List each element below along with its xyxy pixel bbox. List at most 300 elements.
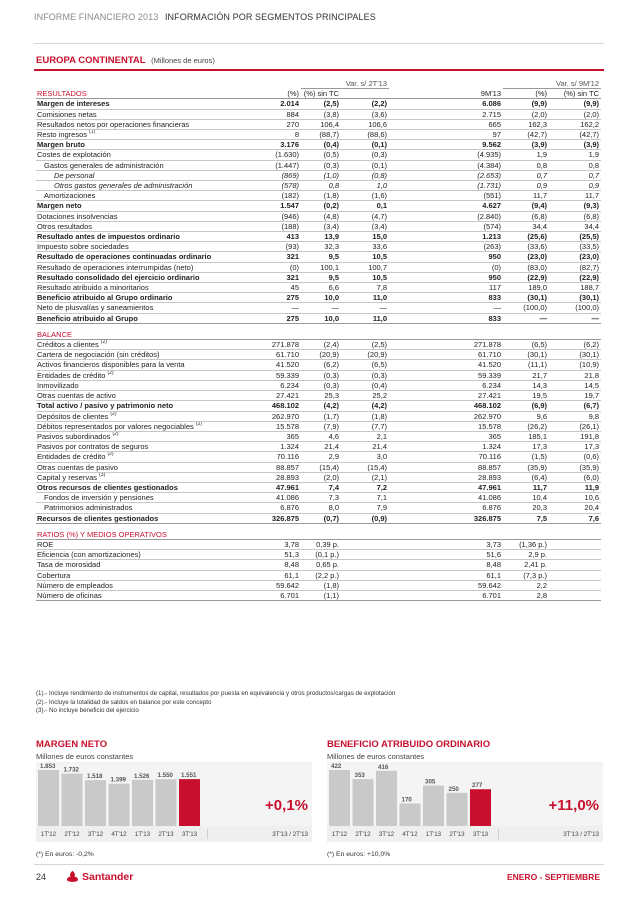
table-cell: (23,0): [503, 252, 549, 262]
table-cell: 0,65 p.: [301, 560, 341, 570]
column-header: (%): [248, 89, 301, 99]
column-group-9m12: Var. s/ 9M'12: [503, 79, 601, 89]
row-label: [36, 211, 248, 221]
table-cell: [341, 539, 389, 549]
row-label-text: Créditos a clientes: [37, 340, 99, 350]
santander-flame-icon: [66, 870, 79, 883]
table-cell: (0,4): [301, 140, 341, 150]
table-row: [36, 109, 601, 119]
table-cell: 11,0: [341, 293, 389, 303]
table-cell: 10,6: [549, 493, 601, 503]
table-cell: (6,7): [549, 401, 601, 411]
table-cell: (1.447): [248, 160, 301, 170]
table-cell: 6.234: [248, 380, 301, 390]
table-cell: 106,6: [341, 119, 389, 129]
chart-category-label: 1T'13: [425, 831, 442, 838]
table-cell: (2,4): [301, 340, 341, 350]
table-cell: 10,4: [503, 493, 549, 503]
table-row: [36, 221, 601, 231]
table-cell: (1,0): [301, 170, 341, 180]
row-label: [36, 472, 248, 482]
table-cell: 0,7: [549, 170, 601, 180]
table-cell: (9,3): [549, 201, 601, 211]
table-row: [36, 283, 601, 293]
row-label-text: Margen de intereses: [37, 99, 110, 109]
table-cell: (578): [248, 181, 301, 191]
table-cell: (42,7): [503, 130, 549, 140]
table-cell: (2,0): [301, 472, 341, 482]
row-label: [36, 401, 248, 411]
table-cell: (1,6): [341, 191, 389, 201]
table-cell: 1.213: [389, 232, 503, 242]
table-cell: 468.102: [248, 401, 301, 411]
table-cell: (0,7): [301, 513, 341, 523]
table-cell: 41.520: [389, 360, 503, 370]
row-label-text: Recursos de clientes gestionados: [37, 513, 159, 523]
table-row: [36, 401, 601, 411]
table-cell: 2,9: [301, 452, 341, 462]
chart-bar: [447, 793, 468, 826]
footnote-ref: (2): [100, 339, 107, 346]
chart-category-label: 4T'12: [111, 831, 127, 838]
footnote-ref: (2): [112, 431, 119, 437]
chart-highlight-value: +11,0%: [548, 797, 599, 814]
row-label-text: Otros gastos generales de administración: [54, 181, 193, 191]
table-cell: 1.324: [389, 442, 503, 452]
table-cell: (551): [389, 191, 503, 201]
table-row: [36, 150, 601, 160]
table-cell: (6,5): [341, 360, 389, 370]
table-cell: 1,9: [503, 150, 549, 160]
table-cell: 270: [248, 119, 301, 129]
table-cell: 97: [389, 130, 503, 140]
row-label-text: De personal: [54, 170, 95, 180]
row-label: [36, 252, 248, 262]
table-cell: 11,7: [549, 191, 601, 201]
table-cell: 1.547: [248, 201, 301, 211]
table-cell: (3,4): [301, 221, 341, 231]
table-cell: 162,2: [549, 119, 601, 129]
table-cell: 6.701: [389, 590, 503, 600]
table-cell: 20,4: [549, 503, 601, 513]
table-cell: 188,7: [549, 283, 601, 293]
table-row: [36, 421, 601, 431]
table-row: [36, 482, 601, 492]
table-cell: [341, 550, 389, 560]
row-label: [36, 262, 248, 272]
table-cell: 11,0: [341, 313, 389, 323]
table-cell: 2,8: [503, 590, 549, 600]
chart-category-label: 4T'12: [402, 831, 418, 838]
row-label: [36, 452, 248, 462]
table-cell: 3,78: [248, 539, 301, 549]
chart-margen-neto: [36, 762, 312, 842]
table-cell: 61.710: [248, 350, 301, 360]
table-cell: (35,9): [503, 462, 549, 472]
table-cell: (11,1): [503, 360, 549, 370]
table-cell: 34,4: [503, 221, 549, 231]
table-cell: (35,9): [549, 462, 601, 472]
table-cell: 271.878: [248, 340, 301, 350]
row-label-text: Beneficio atribuido al Grupo ordinario: [37, 293, 173, 303]
row-label: [36, 411, 248, 421]
table-cell: (1,8): [301, 191, 341, 201]
table-cell: —: [549, 313, 601, 323]
table-cell: 100,7: [341, 262, 389, 272]
table-row: [36, 313, 601, 323]
chart-bar: [423, 786, 444, 826]
table-cell: 321: [248, 252, 301, 262]
row-label-text: Fondos de inversión y pensiones: [44, 493, 154, 503]
row-label-text: Eficiencia (con amortizaciones): [37, 550, 141, 560]
table-cell: 25,3: [301, 391, 341, 401]
table-cell: 59.642: [248, 580, 301, 590]
table-cell: (1.630): [248, 150, 301, 160]
row-label-text: ROE: [37, 539, 54, 549]
segment-title: [36, 55, 215, 66]
chart-bar: [85, 780, 106, 826]
table-cell: (4.384): [389, 160, 503, 170]
table-cell: (3,4): [341, 221, 389, 231]
table-cell: 61,1: [248, 570, 301, 580]
row-label-text: Otras cuentas de pasivo: [37, 462, 118, 472]
table-cell: (83,0): [503, 262, 549, 272]
table-cell: 6.701: [248, 590, 301, 600]
table-cell: (30,1): [503, 350, 549, 360]
table-cell: 0,8: [549, 160, 601, 170]
table-cell: 61.710: [389, 350, 503, 360]
table-row: [36, 262, 601, 272]
table-row: [36, 99, 601, 109]
table-row: [36, 293, 601, 303]
table-row: [36, 360, 601, 370]
table-row: [36, 252, 601, 262]
table-cell: 6.234: [389, 380, 503, 390]
table-cell: 27.421: [389, 391, 503, 401]
chart-beneficio-title: BENEFICIO ATRIBUIDO ORDINARIO: [327, 739, 491, 750]
table-cell: [549, 550, 601, 560]
brand-name: Santander: [82, 871, 134, 883]
table-cell: (26,1): [549, 421, 601, 431]
table-cell: 191,8: [549, 431, 601, 441]
segment-unit: (Millones de euros): [151, 56, 215, 65]
row-label-text: Margen bruto: [37, 140, 85, 150]
table-cell: (23,0): [549, 252, 601, 262]
table-cell: 28.893: [389, 472, 503, 482]
table-cell: 21,4: [341, 442, 389, 452]
chart-bar: [38, 770, 59, 826]
footnotes: [36, 690, 395, 716]
table-cell: 15.578: [248, 421, 301, 431]
financial-table-body: [36, 79, 601, 601]
row-label-text: Costes de explotación: [37, 150, 111, 160]
table-cell: (15,4): [301, 462, 341, 472]
chart-value-label: 170: [401, 796, 412, 804]
table-cell: (0,2): [301, 201, 341, 211]
table-cell: 0,9: [503, 181, 549, 191]
table-cell: (7,9): [301, 421, 341, 431]
table-cell: [549, 590, 601, 600]
table-cell: 25,2: [341, 391, 389, 401]
chart-bar: [376, 771, 397, 826]
table-cell: 0,1: [341, 201, 389, 211]
table-cell: (6,9): [503, 401, 549, 411]
table-cell: (6,4): [503, 472, 549, 482]
table-cell: 47.961: [248, 482, 301, 492]
row-label: [36, 350, 248, 360]
table-row: [36, 452, 601, 462]
chart-bar: [62, 774, 83, 826]
row-label-text: Otros recursos de clientes gestionados: [37, 482, 178, 492]
table-cell: (6,8): [549, 211, 601, 221]
table-cell: 100,1: [301, 262, 341, 272]
row-label-text: Depósitos de clientes: [37, 411, 109, 421]
row-label-text: Comisiones netas: [37, 109, 97, 119]
row-label: [36, 313, 248, 323]
table-cell: 326.875: [389, 513, 503, 523]
column-header: (%): [503, 89, 549, 99]
chart-value-label: 1.399: [110, 776, 126, 784]
table-cell: 14,5: [549, 380, 601, 390]
row-label: [36, 421, 248, 431]
chart-category-label: 3T'13: [181, 831, 198, 838]
table-cell: (0,1): [341, 140, 389, 150]
column-group-2t13: Var. s/ 2T'13: [301, 79, 389, 89]
row-label-text: Patrimonios administrados: [44, 503, 133, 513]
row-label-text: Inmovilizado: [37, 380, 79, 390]
table-cell: (0): [389, 262, 503, 272]
table-cell: 275: [248, 313, 301, 323]
table-row: [36, 272, 601, 282]
table-cell: 41.086: [389, 493, 503, 503]
row-label-text: Neto de plusvalías y saneamientos: [37, 303, 154, 313]
row-label-text: Total activo / pasivo y patrimonio neto: [37, 401, 174, 411]
row-label: [36, 99, 248, 109]
table-cell: 10,0: [301, 293, 341, 303]
table-cell: (188): [248, 221, 301, 231]
table-cell: 3.176: [248, 140, 301, 150]
table-cell: 70.116: [248, 452, 301, 462]
row-label: [36, 242, 248, 252]
table-cell: 27.421: [248, 391, 301, 401]
table-cell: (0,9): [341, 513, 389, 523]
chart-category-label: 2T'12: [64, 831, 80, 838]
table-cell: 11,7: [503, 191, 549, 201]
chart-value-label: 277: [472, 782, 483, 790]
table-cell: 8: [248, 130, 301, 140]
table-cell: (33,6): [503, 242, 549, 252]
row-label-text: Cartera de negociación (sin créditos): [37, 350, 160, 360]
row-label: [36, 221, 248, 231]
table-cell: (1,8): [341, 411, 389, 421]
footer-divider: [34, 864, 604, 865]
table-cell: (25,6): [503, 232, 549, 242]
row-label-text: Dotaciones insolvencias: [37, 211, 118, 221]
table-cell: 665: [389, 119, 503, 129]
table-cell: (88,6): [341, 130, 389, 140]
table-cell: —: [248, 303, 301, 313]
table-cell: 7,4: [301, 482, 341, 492]
table-row: [36, 411, 601, 421]
row-label: [36, 140, 248, 150]
chart-category-label: 2T'13: [158, 831, 174, 838]
row-label: [36, 109, 248, 119]
section-heading: BALANCE: [36, 330, 248, 340]
row-label: [36, 170, 248, 180]
row-label-text: Tasa de morosidad: [37, 560, 101, 570]
table-cell: (3,6): [341, 109, 389, 119]
table-cell: 2,41 p.: [503, 560, 549, 570]
table-cell: 468.102: [389, 401, 503, 411]
footnote-ref: (2): [107, 451, 114, 458]
chart-bar: [353, 779, 374, 826]
row-label: [36, 232, 248, 242]
table-row: [36, 462, 601, 472]
table-cell: 6,6: [301, 283, 341, 293]
section-header-row: [36, 89, 601, 99]
row-label: [36, 513, 248, 523]
table-cell: (9,4): [503, 201, 549, 211]
table-cell: (2,2): [341, 99, 389, 109]
table-row: [36, 303, 601, 313]
table-cell: 33,6: [341, 242, 389, 252]
table-cell: (20,9): [301, 350, 341, 360]
chart-category-label: 3T'12: [378, 831, 395, 838]
table-cell: 262.970: [389, 411, 503, 421]
chart-value-label: 353: [354, 772, 365, 780]
table-cell: 326.875: [248, 513, 301, 523]
column-header: 9M'13: [389, 89, 503, 99]
section-heading: RESULTADOS: [36, 89, 248, 99]
chart-category-label: 1T'12: [331, 831, 348, 838]
table-cell: (6,5): [503, 340, 549, 350]
table-cell: (0,5): [301, 150, 341, 160]
table-cell: (0,4): [341, 380, 389, 390]
table-row: [36, 580, 601, 590]
table-cell: 59.642: [389, 580, 503, 590]
table-row: [36, 242, 601, 252]
page-number: 24: [36, 872, 47, 882]
chart-margen-neto-note: (*) En euros: -0,2%: [36, 851, 94, 858]
table-row: [36, 560, 601, 570]
table-cell: —: [503, 313, 549, 323]
table-row: [36, 442, 601, 452]
table-cell: 106,4: [301, 119, 341, 129]
row-label-text: Resultado antes de impuestos ordinario: [37, 232, 180, 242]
table-cell: —: [341, 303, 389, 313]
table-cell: (0,3): [301, 160, 341, 170]
chart-value-label: 1.551: [181, 772, 197, 780]
chart-value-label: 422: [331, 763, 342, 770]
table-cell: 59.339: [248, 370, 301, 380]
table-row: [36, 191, 601, 201]
table-row: [36, 211, 601, 221]
row-label: [36, 303, 248, 313]
chart-category-label: 1T'12: [40, 831, 57, 838]
row-label: [36, 442, 248, 452]
table-cell: 41.520: [248, 360, 301, 370]
row-label-text: Margen neto: [37, 201, 82, 211]
table-cell: (22,9): [503, 272, 549, 282]
table-row: [36, 160, 601, 170]
chart-beneficio-atribuido: [327, 762, 603, 842]
row-label: [36, 201, 248, 211]
table-cell: [549, 539, 601, 549]
table-cell: 59.339: [389, 370, 503, 380]
table-cell: (88,7): [301, 130, 341, 140]
table-cell: (6,8): [503, 211, 549, 221]
table-cell: (42,7): [549, 130, 601, 140]
table-cell: (6,0): [549, 472, 601, 482]
table-row: [36, 380, 601, 390]
table-cell: (26,2): [503, 421, 549, 431]
chart-beneficio-note: (*) En euros: +10,0%: [327, 851, 391, 858]
table-row: [36, 391, 601, 401]
table-cell: (20,9): [341, 350, 389, 360]
footnote-3: (3).- No incluye beneficio del ejercicio: [36, 707, 139, 714]
table-cell: (0,3): [301, 370, 341, 380]
table-cell: 2,1: [341, 431, 389, 441]
chart-category-label: 3T'13: [472, 831, 489, 838]
row-label: [36, 570, 248, 580]
table-cell: [549, 580, 601, 590]
table-cell: 9,6: [503, 411, 549, 421]
table-cell: 0,9: [549, 181, 601, 191]
table-cell: (0,3): [301, 380, 341, 390]
segment-divider: [34, 69, 604, 71]
row-label-text: Entidades de crédito: [37, 370, 106, 380]
table-cell: 4.627: [389, 201, 503, 211]
table-cell: (25,5): [549, 232, 601, 242]
row-label-text: Débitos representados por valores negociables: [37, 421, 194, 431]
table-cell: 4,6: [301, 431, 341, 441]
chart-category-label: 2T'12: [355, 831, 371, 838]
row-label-text: Resto ingresos: [37, 130, 88, 140]
table-cell: [341, 580, 389, 590]
chart-value-label: 416: [378, 763, 389, 771]
row-label: [36, 482, 248, 492]
row-label: [36, 272, 248, 282]
chart-margen-neto-title: MARGEN NETO: [36, 739, 108, 750]
table-cell: (1,7): [301, 411, 341, 421]
chart-bar: [470, 789, 491, 826]
table-cell: (2,5): [341, 340, 389, 350]
table-cell: (82,7): [549, 262, 601, 272]
chart-bar: [179, 779, 200, 826]
table-cell: 15,0: [341, 232, 389, 242]
table-row: [36, 513, 601, 523]
table-cell: 11,7: [503, 482, 549, 492]
table-cell: (263): [389, 242, 503, 252]
table-cell: 2.715: [389, 109, 503, 119]
table-cell: 17,3: [549, 442, 601, 452]
table-cell: 41.086: [248, 493, 301, 503]
table-cell: (4,8): [301, 211, 341, 221]
table-cell: 61,1: [389, 570, 503, 580]
table-cell: (2,1): [341, 472, 389, 482]
table-cell: —: [301, 303, 341, 313]
footnote-ref: (2): [107, 370, 114, 376]
table-cell: (1,36 p.): [503, 539, 549, 549]
table-cell: [341, 560, 389, 570]
row-label: [36, 340, 248, 350]
table-cell: 32,3: [301, 242, 341, 252]
row-label: [36, 493, 248, 503]
table-cell: (3,8): [301, 109, 341, 119]
table-cell: 10,0: [301, 313, 341, 323]
chart-category-label: 1T'13: [134, 831, 151, 838]
chart-value-label: 250: [448, 785, 459, 793]
